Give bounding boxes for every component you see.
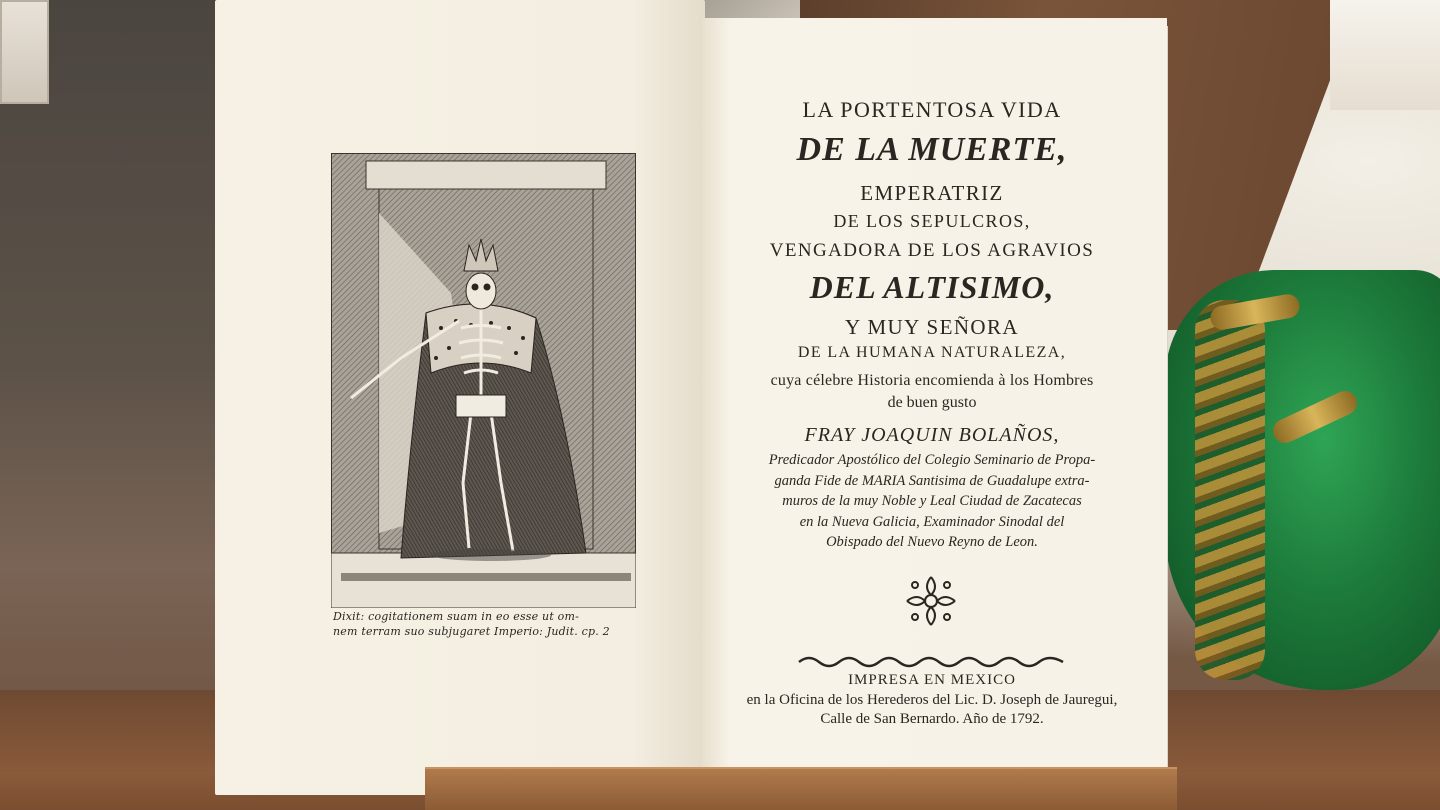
background-shelf [0,0,215,810]
title-line: DE LOS SEPULCROS, [833,211,1031,231]
bright-background [1330,0,1440,110]
author-description-line: en la Nueva Galicia, Examinador Sinodal del [799,513,1065,530]
gold-decoration [1195,300,1265,680]
imprint-line: Calle de San Bernardo. Año de 1792. [820,711,1044,727]
decorative-divider [797,652,1065,672]
author-name: FRAY JOAQUIN BOLAÑOS, [804,424,1060,446]
author-description-line: Obispado del Nuevo Reyno de Leon. [826,534,1038,550]
imprint-line: IMPRESA EN MEXICO [848,672,1016,688]
imprint-line: en la Oficina de los Herederos del Lic. D. Joseph de Jauregui, [746,692,1118,708]
subtitle-line: de buen gusto [887,394,977,411]
author-description-line: Predicador Apostólico del Colegio Seminario de Propa- [768,452,1096,468]
author-description-line: muros de la muy Noble y Leal Ciudad de Zacatecas [782,493,1082,509]
title-line: EMPERATRIZ [860,181,1004,205]
title-main: DE LA MUERTE, [796,131,1068,168]
subtitle-line: cuya célebre Historia encomienda à los Hombres [770,372,1094,389]
background-frame [0,0,49,104]
title-emphasis: DEL ALTISIMO, [809,269,1055,305]
engraving-caption [333,609,633,639]
book-stand [425,767,1177,810]
author-description [727,450,1137,553]
author-description-line: ganda Fide de MARIA Santisima de Guadalupe extra- [774,472,1090,489]
title-line: LA PORTENTOSA VIDA [802,97,1062,122]
title-line: Y MUY SEÑORA [845,315,1019,339]
title-line: VENGADORA DE LOS AGRAVIOS [769,240,1095,261]
caption-line: Dixit: cogitationem suam in eo esse ut om- [333,610,580,623]
caption-line: nem terram suo subjugaret Imperio: Judit. cp. 2 [333,625,610,638]
title-line: DE LA HUMANA NATURALEZA, [797,344,1067,361]
engraving-illustration [331,153,636,608]
printer-ornament [903,573,959,629]
